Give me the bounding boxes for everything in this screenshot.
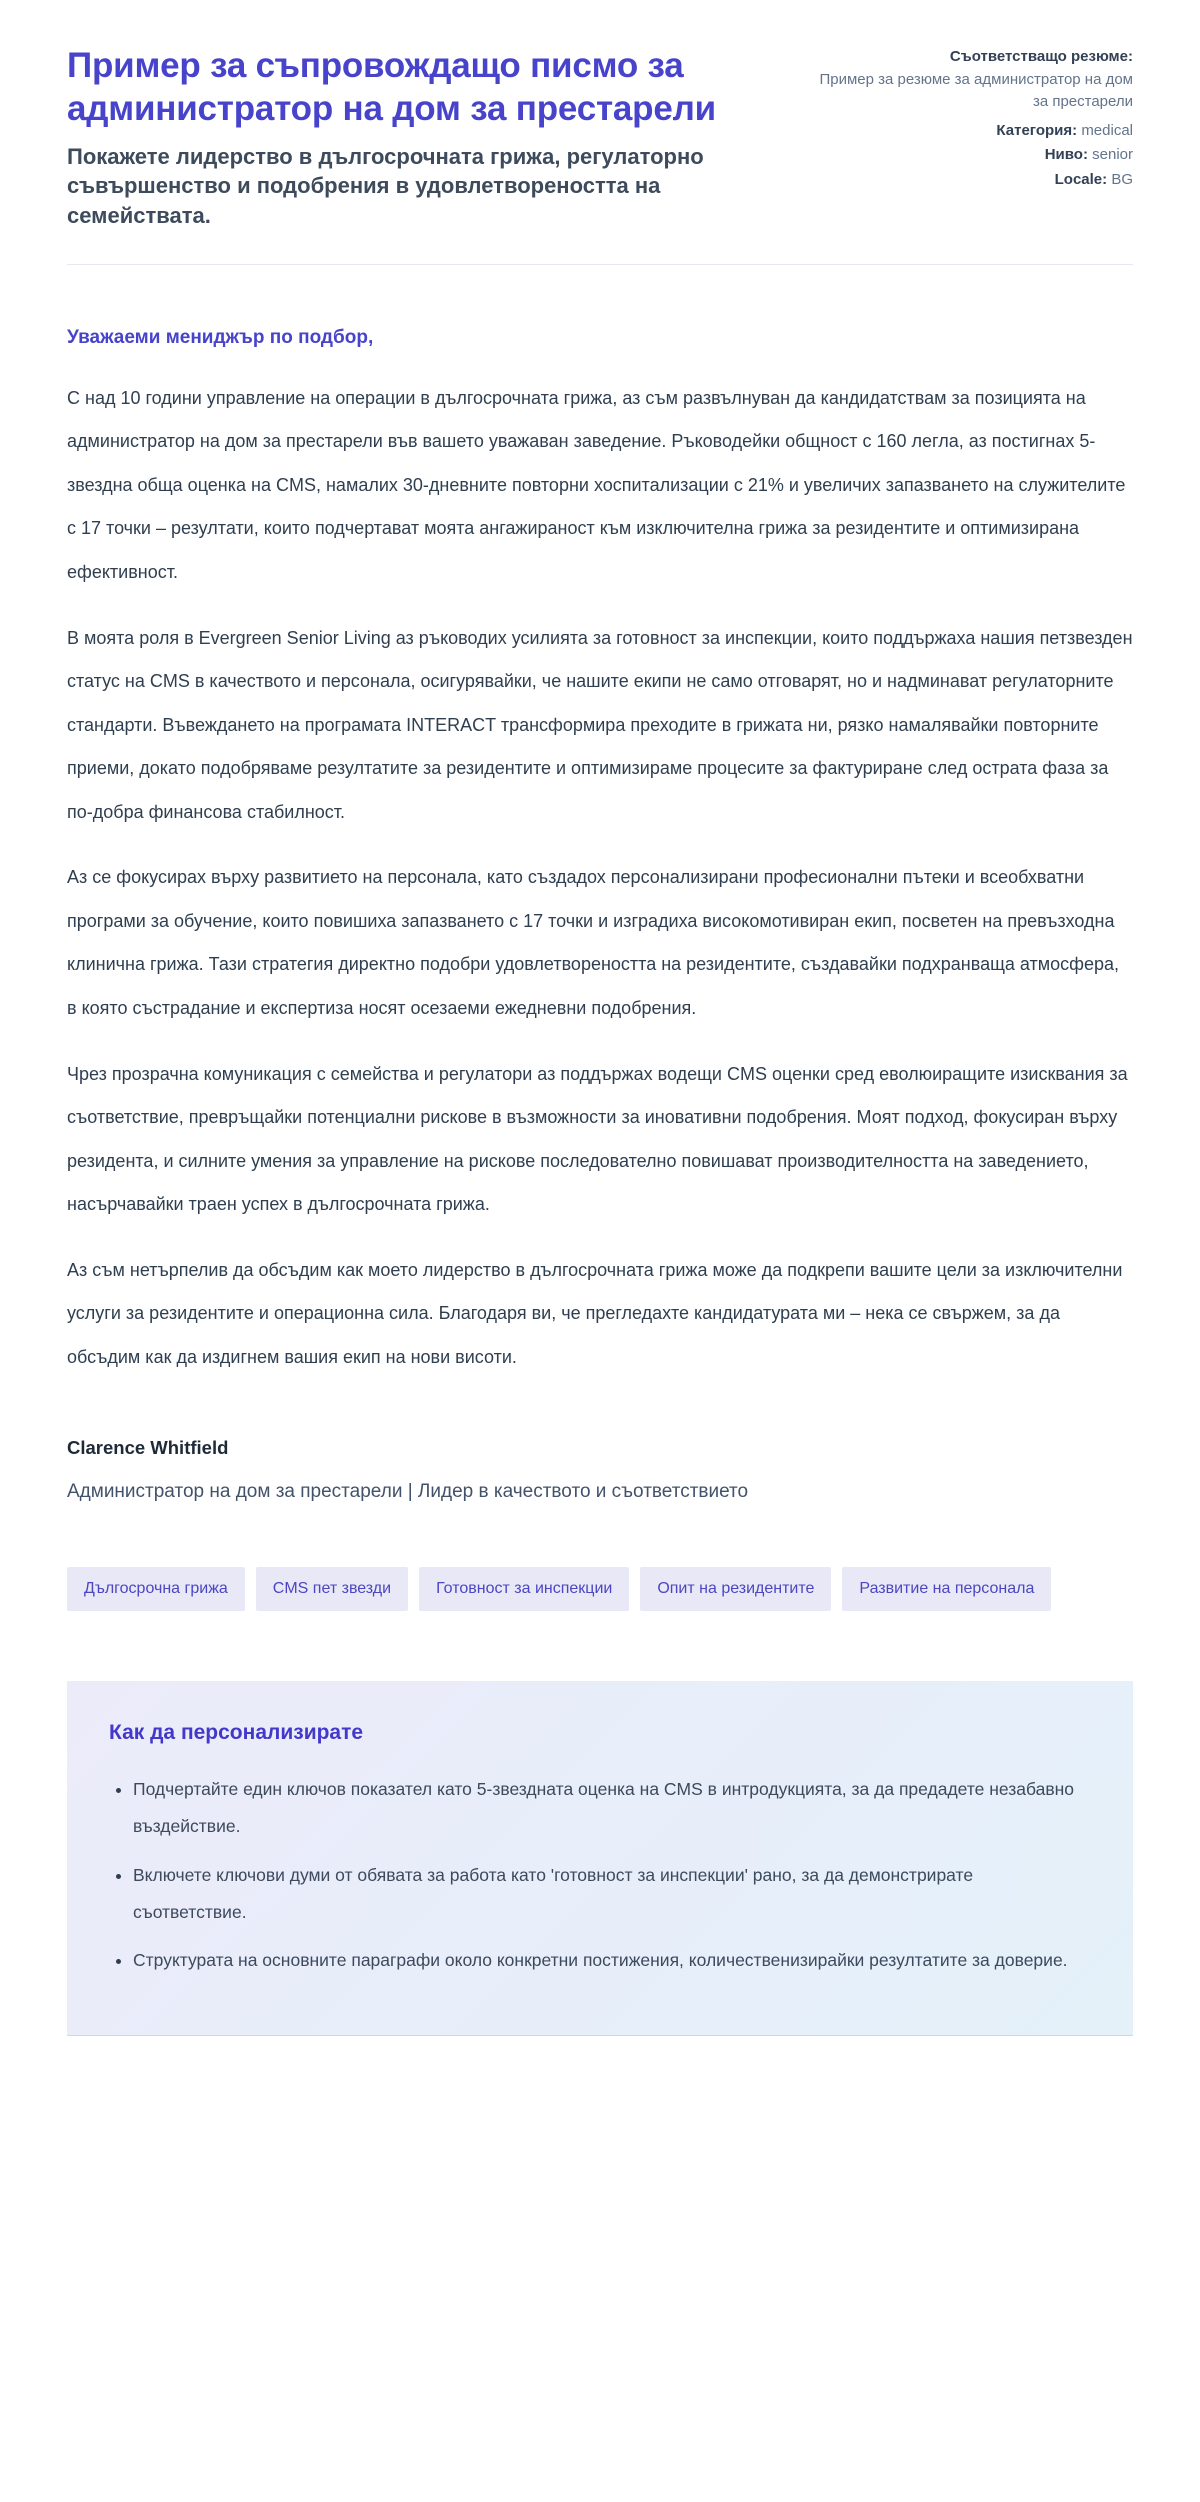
keyword-tags — [67, 1567, 1067, 1611]
page-subtitle: Покажете лидерство в дългосрочната грижа, регулаторно съвършенство и подобрения в удовлетвореността на семействата. — [67, 144, 704, 228]
letter-paragraph: Аз съм нетърпелив да обсъдим как моето лидерство в дългосрочната грижа може да подкрепи вашите цели за изключителни услуги за резидентите и операционна сила. Благодаря ви, че прегледахте кандидатурата ми – нека се свържем, за да обсъдим как да издигнем вашия екип на нови висоти. — [67, 1259, 1123, 1367]
letter-paragraph: Аз се фокусирах върху развитието на персонала, като създадох персонализирани професионални пътеки и всеобхватни програми за обучение, които повишиха запазването с 17 точки и изградиха високомотивиран екип, посветен на превъзходна клинична грижа. Тази стратегия директно подобри удовлетвореността на резидентите, създавайки подхранваща атмосфера, в която състрадание и експертиза носят осезаеми ежедневни подобрения. — [67, 867, 1119, 1018]
signature-name: Clarence Whitfield — [67, 1437, 229, 1459]
signature-title: Администратор на дом за престарели | Лидер в качеството и съответствието — [67, 1481, 749, 1503]
meta-category-row — [803, 120, 1133, 143]
meta-locale-row — [803, 169, 1133, 192]
tip-item: • Включете ключови думи от обявата за работа като 'готовност за инспекции' рано, за да демонстрирате съответствие. — [133, 1857, 1091, 1931]
tip-item: • Подчертайте един ключов показател като 5-звездната оценка на CMS в интродукцията, за да предадете незабавно въздействие. — [133, 1771, 1091, 1845]
matching-resume-link[interactable]: Пример за резюме за администратор на дом за престарели — [819, 70, 1133, 110]
level-value: senior — [1092, 146, 1133, 163]
page-header — [67, 44, 1133, 230]
header-title-block — [67, 44, 777, 230]
category-value: medical — [1081, 121, 1133, 139]
meta-level-row — [803, 144, 1133, 167]
letter-paragraph: С над 10 години управление на операции в дългосрочната грижа, аз съм развълнуван да кандидатствам за позицията на администратор на дом за престарели във вашето уважаван заведение. Ръководейки общност с 160 легла, аз постигнах 5-звездна обща оценка на CMS, намалих 30-дневните повторни хоспитализации с 21% и увеличих запазването на служителите с 17 точки – резултати, които подчертават моята ангажираност към изключителна грижа за резидентите и оптимизирана ефективност. — [67, 387, 1126, 583]
tag-chip: Опит на резидентите — [640, 1567, 831, 1611]
letter-greeting: Уважаеми мениджър по подбор, — [67, 326, 374, 348]
tips-list — [109, 1771, 1091, 1979]
letter-paragraph: В моята роля в Evergreen Senior Living аз ръководих усилията за готовност за инспекции, които поддържаха нашия петзвезден статус на CMS в качеството и персонала, осигурявайки, че нашите екипи не само отговарят, но и надминават регулаторните стандарти. Въвеждането на програмата INTERACT трансформира преходите в грижата ни, рязко намалявайки повторните приеми, докато подобряваме резултатите за резидентите и оптимизираме процесите за фактуриране след острата фаза за по-добра финансова стабилност. — [67, 627, 1133, 822]
letter-body — [67, 327, 1133, 1503]
tag-chip: Готовност за инспекции — [419, 1567, 629, 1611]
matching-resume-label: Съответстващо резюме: — [949, 48, 1133, 65]
personalization-tips-box — [67, 1681, 1133, 2036]
tips-heading: Как да персонализирате — [109, 1721, 364, 1745]
locale-value: BG — [1111, 170, 1133, 188]
tag-chip: Дългосрочна грижа — [67, 1567, 245, 1611]
category-label: Категория: — [996, 121, 1078, 139]
level-label: Ниво: — [1044, 146, 1088, 163]
tag-chip: Развитие на персонала — [842, 1567, 1051, 1611]
tag-chip: CMS пет звезди — [256, 1567, 408, 1611]
header-divider — [67, 264, 1133, 265]
letter-paragraph: Чрез прозрачна комуникация с семейства и регулатори аз поддържах водещи CMS оценки сред еволюиращите изисквания за съответствие, превръщайки потенциални рискове в възможности за иновативни подобрения. Моят подход, фокусиран върху резидента, и силните умения за управление на рискове последователно повишават производителността на заведението, насърчавайки траен успех в дългосрочната грижа. — [67, 1063, 1128, 1215]
tip-item: • Структурата на основните параграфи около конкретни постижения, количественизирайки резултатите за доверие. — [133, 1942, 1091, 1979]
meta-panel — [803, 44, 1133, 191]
page-title: Пример за съпровождащо писмо за администратор на дом за престарели — [67, 46, 716, 129]
locale-label: Locale: — [1054, 170, 1108, 188]
